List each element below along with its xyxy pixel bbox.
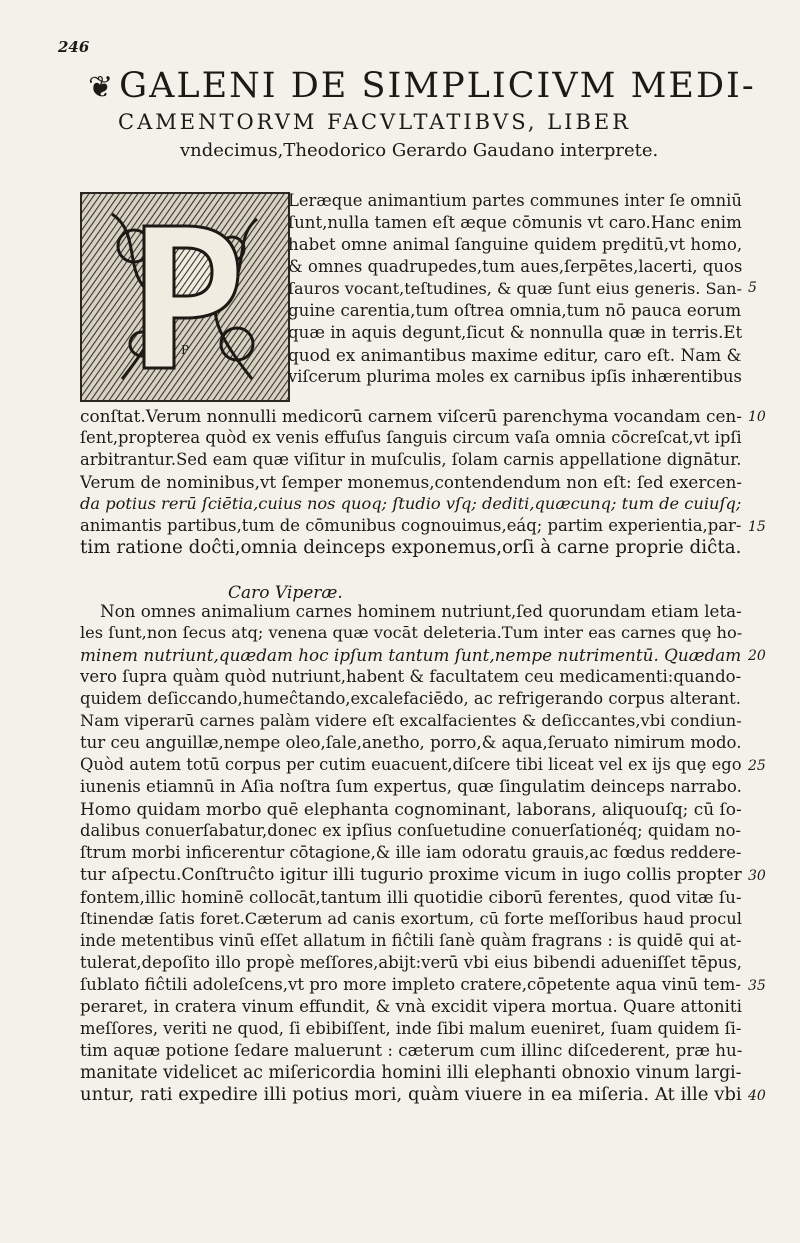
text-line: conſtat.Verum nonnulli medicorū carnem viſcerū parenchyma vocandam cen- [80, 406, 742, 426]
decorated-initial-letter [80, 192, 290, 402]
text-line: untur, rati expedire illi potius mori, quàm viuere in ea miſeria. At ille vbi [80, 1084, 742, 1105]
page-number: 246 [58, 38, 90, 56]
fleuron-ornament-icon: ❦ [88, 70, 116, 105]
text-line: quidem deſiccando,humeĉtando,excalefaciēdo, ac refrigerando corpus alterant. [80, 689, 741, 708]
text-line: inde metentibus vinū eſſet allatum in fiĉtili ſanè quàm fragrans : is quidē qui at- [80, 931, 742, 950]
text-line: dalibus conuerſabatur,donec ex ipſius conſuetudine conuerſationéq; quidam no- [80, 821, 741, 840]
margin-line-number: 40 [748, 1088, 766, 1104]
text-line: ſtinendæ ſatis foret.Cæterum ad canis exortum, cū forte meſſoribus haud procul [80, 909, 742, 928]
text-line: iunenis etiamnū in Aſia noſtra ſum expertus, quæ ſingulatim deinceps narrabo. [80, 777, 742, 796]
text-line: ſublato fiĉtili adoleſcens,vt pro more impleto cratere,cōpetente aqua vinū tem- [80, 975, 741, 994]
text-line: guine carentia,tum oſtrea omnia,tum nō pauca eorum [288, 301, 742, 320]
text-line: tulerat,depoſito illo propè meſſores,abijt:verū vbi eius bibendi adueniſſet tēpus, [80, 953, 742, 972]
text-line: tim aquæ potione ſedare maluerunt : cæterum cum illinc diſcederent, præ hu- [80, 1041, 742, 1060]
margin-line-number: 20 [748, 648, 766, 664]
margin-line-number: 15 [748, 519, 766, 535]
text-line: Homo quidam morbo quē elephanta cognominant, laborans, aliquouſq; cū ſo- [80, 799, 742, 819]
margin-line-number: 35 [748, 978, 766, 994]
text-line: tim ratione doĉti,omnia deinceps exponemus,orſi à carne proprie diĉta. [80, 537, 742, 558]
text-line: manitate videlicet ac miſericordia homini illi elephanti obnoxio vinum largi- [80, 1063, 742, 1083]
text-line: ſauros vocant,teſtudines, & quæ ſunt eius generis. San- [288, 279, 742, 298]
margin-line-number: 5 [748, 280, 757, 296]
text-line: habet omne animal ſanguine quidem prȩditū,vt homo, [288, 235, 742, 254]
text-line: arbitrantur.Sed eam quæ viſitur in muſculis, ſolam carnis appellatione dignātur. [80, 450, 742, 469]
section-subheading: Caro Viperæ. [228, 583, 343, 603]
text-line: les ſunt,non ſecus atq; venena quæ vocāt deleteria.Tum inter eas carnes quȩ ho- [80, 623, 742, 642]
text-line: animantis partibus,tum de cōmunibus cognouimus,eáq; partim experientia,par- [80, 516, 742, 535]
text-line: Nam viperarū carnes palàm videre eſt excalfacientes & deſiccantes,vbi condiun- [80, 711, 742, 730]
title-line-2: CAMENTORVM FACVLTATIBVS, LIBER [118, 110, 632, 134]
text-line: quod ex animantibus maxime editur, caro eſt. Nam & [288, 345, 742, 365]
floral-initial-icon [82, 194, 288, 400]
title-text-1: GALENI DE SIMPLICIVM MEDI- [119, 66, 756, 106]
text-line: & omnes quadrupedes,tum aues,ſerpētes,lacerti, quos [288, 257, 742, 276]
title-line-1 [88, 66, 778, 106]
text-line: Quòd autem totū corpus per cutim euacuent,diſcere tibi liceat vel ex ijs quȩ ego [80, 755, 742, 774]
text-line: ſunt,nulla tamen eſt æque cōmunis vt caro.Hanc enim [288, 213, 742, 232]
text-line: Non omnes animalium carnes hominem nutriunt,ſed quorundam etiam leta- [100, 601, 742, 621]
text-line: Verum de nominibus,vt ſemper monemus,contendendum non eſt: ſed exercen- [80, 472, 742, 492]
text-line: ſent,propterea quòd ex venis effuſus ſanguis circum vaſa omnia cōcreſcat,vt ipſi [80, 428, 742, 447]
text-line: tur aſpectu.Conſtruĉto igitur illi tugurio proxime vicum in iugo collis propter [80, 865, 742, 885]
margin-line-number: 25 [748, 758, 766, 774]
text-line: ſtrum morbi inficerentur cōtagione,& ille iam odoratu grauis,ac fœdus reddere- [80, 843, 742, 862]
text-line: vero ſupra quàm quòd nutriunt,habent & facultatem ceu medicamenti:quando- [80, 667, 742, 686]
text-line: minem nutriunt,quædam hoc ipſum tantum ſunt,nempe nutrimentū. Quædam [80, 645, 742, 665]
title-line-3: vndecimus,Theodorico Gerardo Gaudano interprete. [180, 140, 659, 161]
margin-line-number: 30 [748, 868, 766, 884]
text-line: da potius rerū ſciētia,cuius nos quoq; ſtudio vſq; dediti,quæcunq; tum de cuiuſq; [80, 494, 742, 513]
text-line: tur ceu anguillæ,nempe oleo,ſale,anetho, porro,& aqua,ſeruato nimirum modo. [80, 733, 742, 752]
text-line: Leræque animantium partes communes inter ſe omniū [288, 191, 742, 210]
margin-line-number: 10 [748, 409, 766, 425]
text-line: viſcerum plurima moles ex carnibus ipſis inhærentibus [288, 367, 742, 386]
text-line: meſſores, veriti ne quod, ſi ebibiſſent, inde ſibi malum eueniret, ſuam quidem ſi- [80, 1019, 742, 1038]
text-line: fontem,illic hominē collocāt,tantum illi quotidie ciborū ferentes, quod vitæ ſu- [80, 887, 742, 907]
text-line: peraret, in cratera vinum effundit, & vnà excidit vipera mortua. Quare attoniti [80, 997, 742, 1016]
initial-letter-glyph: P [180, 343, 190, 357]
text-line: quæ in aquis degunt,ſicut & nonnulla quæ in terris.Et [288, 323, 742, 342]
